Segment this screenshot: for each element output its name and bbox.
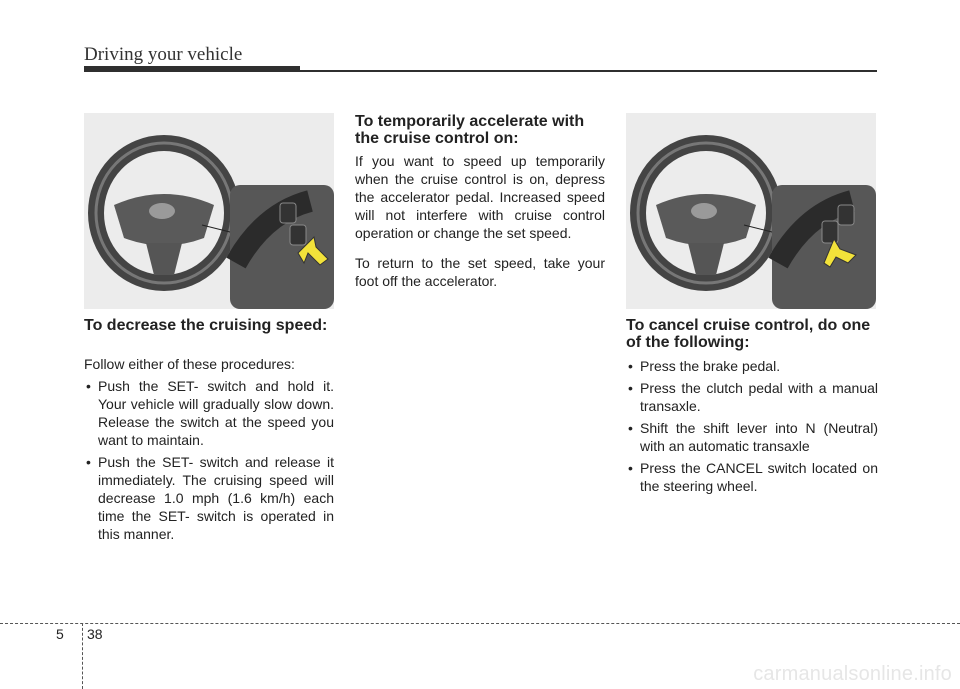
section-heading-decrease: To decrease the cruising speed: (84, 317, 328, 334)
header-rule-thick (84, 66, 300, 72)
watermark: carmanualsonline.info (753, 663, 952, 685)
section-heading-accelerate: To temporarily accelerate with the cruise control on: (355, 113, 585, 147)
steering-wheel-icon (84, 113, 334, 309)
steering-wheel-illustration-set-minus (84, 113, 334, 309)
page-number: 38 (87, 626, 103, 642)
steering-wheel-illustration-cancel (626, 113, 876, 309)
list-item: • Push the SET- switch and release it immediately. The cruising speed will decrease 1.0 mph (1.6 km/h) each time the SET- switch is operated in this manner. (84, 453, 334, 543)
footer-rule (0, 623, 960, 624)
chapter-number: 5 (56, 626, 64, 642)
list-item: • Press the clutch pedal with a manual transaxle. (626, 379, 878, 415)
list-item: • Press the brake pedal. (626, 357, 878, 375)
list-item: • Push the SET- switch and hold it. Your vehicle will gradually slow down. Release the switch at the speed you want to maintain. (84, 377, 334, 449)
cancel-procedure-list (626, 357, 878, 499)
list-item: • Shift the shift lever into N (Neutral) with an automatic transaxle (626, 419, 878, 455)
list-item: • Press the CANCEL switch located on the steering wheel. (626, 459, 878, 495)
steering-wheel-icon (626, 113, 876, 309)
intro-text: Follow either of these procedures: (84, 356, 295, 372)
decrease-procedure-list (84, 377, 334, 547)
header-title: Driving your vehicle (84, 44, 243, 65)
section-heading-cancel: To cancel cruise control, do one of the following: (626, 317, 871, 351)
header-rule-thin (300, 70, 877, 72)
accelerate-paragraph-2: To return to the set speed, take your foot off the accelerator. (355, 255, 605, 289)
accelerate-paragraph-1: If you want to speed up temporarily when the cruise control is on, depress the accelerator pedal. Increased speed will not interfere with cruise control operation or change the set speed. (355, 153, 605, 241)
footer-vertical-rule (82, 623, 83, 689)
